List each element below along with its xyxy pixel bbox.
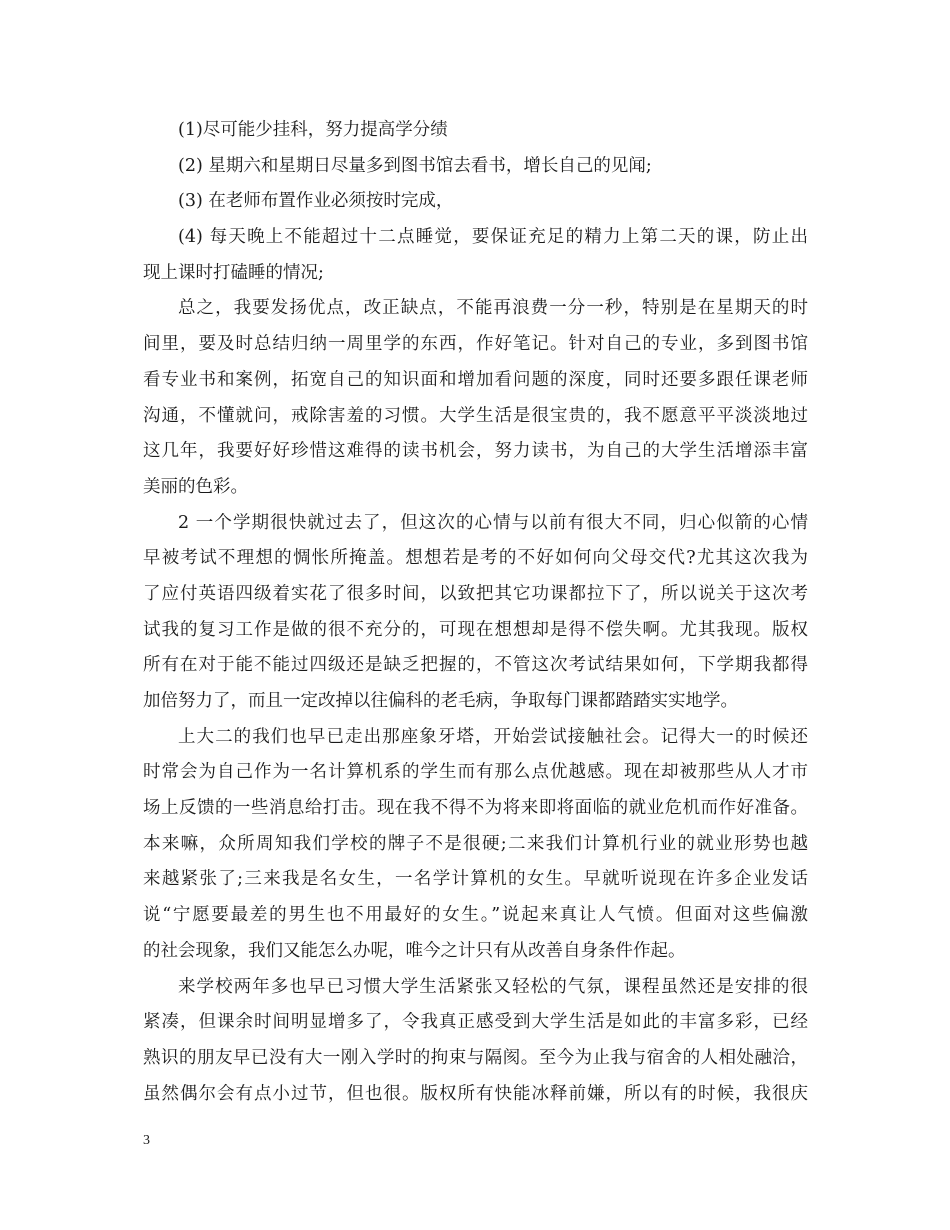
text-line: 熟识的朋友早已没有大一刚入学时的拘束与隔阂。至今为止我与宿舍的人相处融洽， [143,1047,808,1068]
text-line: 加倍努力了，而且一定改掉以往偏科的老毛病，争取每门课都踏踏实实地学。 [143,691,738,711]
text-line: 沟通，不懂就问，戒除害羞的习惯。大学生活是很宝贵的，我不愿意平平淡淡地过 [143,405,808,426]
text-line: 2 一个学期很快就过去了，但这次的心情与以前有很大不同，归心似箭的心情 [178,512,808,533]
text-line: 虽然偶尔会有点小过节，但也很。版权所有快能冰释前嫌，所以有的时候，我很庆 [143,1083,808,1104]
text-line: 来学校两年多也早已习惯大学生活紧张又轻松的气氛，课程虽然还是安排的很 [178,976,808,997]
text-line: 早被考试不理想的惆怅所掩盖。想想若是考的不好如何向父母交代?尤其这次我为 [143,548,808,569]
document-body [143,113,808,1112]
text-line: 总之，我要发扬优点，改正缺点，不能再浪费一分一秒，特别是在星期天的时 [178,298,808,319]
text-line: 上大二的我们也早已走出那座象牙塔，开始尝试接触社会。记得大一的时候还 [178,726,808,747]
text-line: 说“宁愿要最差的男生也不用最好的女生。”说起来真让人气愤。但面对这些偏激 [143,905,808,926]
text-line: 美丽的色彩。 [143,476,248,497]
text-line: (1)尽可能少挂科，努力提高学分绩 [178,120,448,140]
text-line: (3) 在老师布置作业必须按时完成， [178,191,454,212]
text-line: 场上反馈的一些消息给打击。现在我不得不为将来即将面临的就业危机而作好准备。 [143,798,808,819]
text-line: 间里，要及时总结归纳一周里学的东西，作好笔记。针对自己的专业，多到图书馆 [143,334,808,355]
text-line: 看专业书和案例，拓宽自己的知识面和增加看问题的深度，同时还要多跟任课老师 [143,369,808,390]
page-number: 3 [143,1133,150,1148]
text-line: 所有在对于能不能过四级还是缺乏把握的，不管这次考试结果如何，下学期我都得 [143,655,808,676]
text-line: (2) 星期六和星期日尽量多到图书馆去看书，增长自己的见闻; [178,155,652,176]
text-line: 时常会为自己作为一名计算机系的学生而有那么点优越感。现在却被那些从人才市 [143,762,808,783]
text-line: 试我的复习工作是做的很不充分的，可现在想想却是得不偿失啊。尤其我现。版权 [143,619,808,640]
text-line: 本来嘛，众所周知我们学校的牌子不是很硬;二来我们计算机行业的就业形势也越 [143,833,808,854]
text-line: 来越紧张了;三来我是名女生，一名学计算机的女生。早就听说现在许多企业发话 [143,869,808,890]
text-line: (4) 每天晚上不能超过十二点睡觉，要保证充足的精力上第二天的课，防止出 [178,227,808,248]
text-line: 紧凑，但课余时间明显增多了，令我真正感受到大学生活是如此的丰富多彩，已经 [143,1012,808,1033]
text-line: 这几年，我要好好珍惜这难得的读书机会，努力读书，为自己的大学生活增添丰富 [143,441,808,462]
text-line: 现上课时打磕睡的情况; [143,262,324,283]
text-line: 了应付英语四级着实花了很多时间，以致把其它功课都拉下了，所以说关于这次考 [143,583,808,604]
text-line: 的社会现象，我们又能怎么办呢，唯今之计只有从改善自身条件作起。 [143,940,686,961]
